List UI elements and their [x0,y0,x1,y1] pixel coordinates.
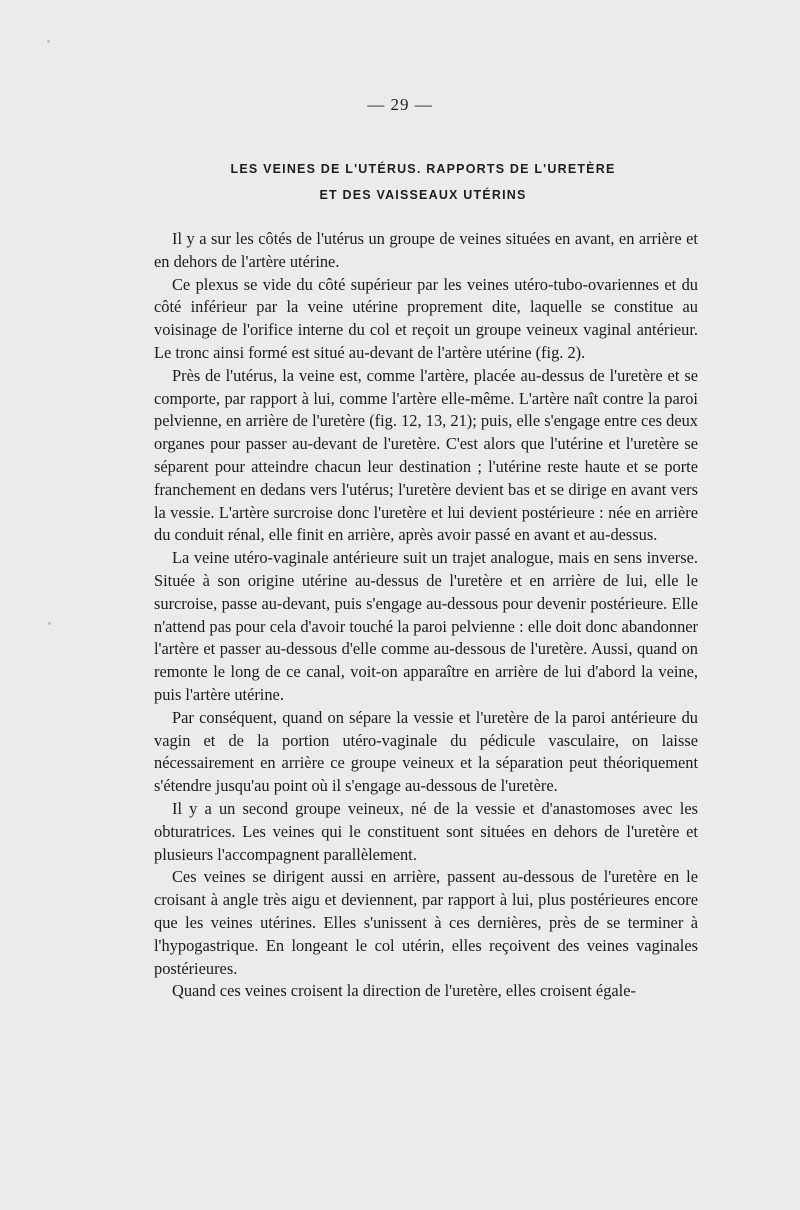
section-title-line-1: LES VEINES DE L'UTÉRUS. RAPPORTS DE L'URETÈRE [230,162,616,176]
section-title-line-2: ET DES VAISSEAUX UTÉRINS [319,188,527,202]
paragraph: Par conséquent, quand on sépare la vessie et l'uretère de la paroi antérieure du vagin et de la portion utéro-vaginale du pédicule vasculaire, on laisse nécessairement en arrière ce groupe veineux et la séparation peut théoriquement s'étendre jusqu'au point où il s'engage au-dessous de l'uretère. [154,707,698,796]
paragraph: Il y a un second groupe veineux, né de la vessie et d'anastomoses avec les obturatrices. Les veines qui le constituent sont situées en dehors de l'uretère et plusieurs l'accompagnent parallèlement. [154,798,698,864]
body-text [154,228,698,1003]
paragraph: La veine utéro-vaginale antérieure suit un trajet analogue, mais en sens inverse. Située à son origine utérine au-dessus de l'uretère et en arrière de lui, elle le surcroise, passe au-devant, puis s'engage au-dessous pour devenir postérieure. Elle n'attend pas pour cela d'avoir touché la paroi pelvienne : elle doit donc abandonner l'artère et passer au-dessous d'elle comme au-dessous de l'uretère. Aussi, quand on remonte le long de ce canal, voit-on apparaître en arrière de lui d'abord la veine, puis l'artère utérine. [154,548,698,704]
paragraph: Près de l'utérus, la veine est, comme l'artère, placée au-dessus de l'uretère et se comporte, par rapport à lui, comme l'artère elle-même. L'artère naît contre la paroi pelvienne, en arrière de l'uretère (fig. 12, 13, 21); puis, elle s'engage entre ces deux organes pour passer au-devant de l'uretère. C'est alors que l'utérine et l'uretère se séparent pour atteindre chacun leur destination ; l'utérine reste haute et se porte franchement en dedans vers l'utérus; l'uretère devient bas et se dirige en avant vers la vessie. L'artère surcroise donc l'uretère et lui devient postérieure : née en arrière du conduit rénal, elle finit en arrière, après avoir passé en avant et au-dessus. [154,365,698,545]
paragraph: Quand ces veines croisent la direction de l'uretère, elles croisent égale- [172,981,636,1001]
page-number: — 29 — [367,95,433,114]
paper-speck [47,40,50,43]
paragraph: Il y a sur les côtés de l'utérus un groupe de veines situées en avant, en arrière et en dehors de l'artère utérine. [154,229,698,271]
paragraph: Ce plexus se vide du côté supérieur par les veines utéro-tubo-ovariennes et du côté inférieur par la veine utérine proprement dite, laquelle se constitue au voisinage de l'orifice interne du col et reçoit un groupe veineux vaginal antérieur. Le tronc ainsi formé est situé au-devant de l'artère utérine (fig. 2). [154,274,698,362]
paper-speck [48,622,51,625]
paragraph: Ces veines se dirigent aussi en arrière, passent au-dessous de l'uretère en le croisant à angle très aigu et deviennent, par rapport à lui, plus postérieures encore que les veines utérines. Elles s'unissent à ces dernières, près de se terminer à l'hypogastrique. En longeant le col utérin, elles reçoivent des veines vaginales postérieures. [154,867,698,978]
